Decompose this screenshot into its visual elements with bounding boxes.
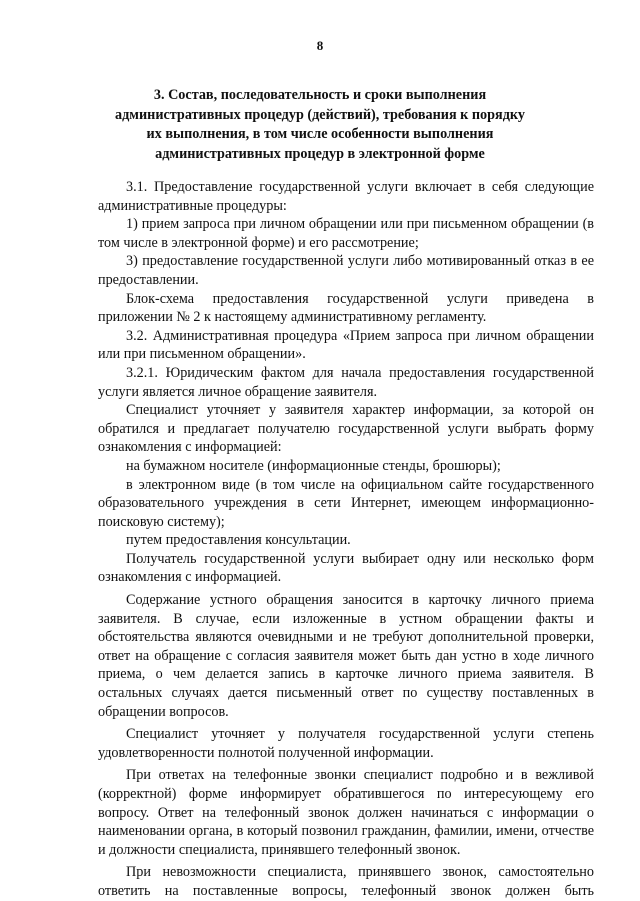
section-heading [100,86,540,164]
paragraph-specialist-clarifies: Специалист уточняет у заявителя характер информации, за которой он обратился и предлагает получателю государственной услуги выбрать форму ознакомления с информацией: [98,402,594,456]
paragraph-recipient-chooses: Получатель государственной услуги выбирает одну или несколько форм ознакомления с информацией. [98,550,594,586]
paragraph-3-1: 3.1. Предоставление государственной услуги включает в себя следующие административные процедуры: [98,179,594,214]
paragraph-3-2-1: 3.2.1. Юридическим фактом для начала предоставления государственной услуги является личное обращение заявителя. [98,364,594,400]
paragraph-consultation: путем предоставления консультации. [126,532,351,549]
section-heading-line: 3. Состав, последовательность и сроки выполнения [153,87,487,103]
paragraph-3-2: 3.2. Административная процедура «Прием запроса при личном обращении или при письменном обращении». [98,327,594,363]
section-heading-line: административных процедур в электронной форме [155,145,485,162]
paragraph-procedure-3: 3) предоставление государственной услуги либо мотивированный отказ в ее предоставлении. [98,253,594,288]
paragraph-satisfaction: Специалист уточняет у получателя государственной услуги степень удовлетворенности полнотой полученной информации. [98,726,594,761]
paragraph-phone-calls: При ответах на телефонные звонки специалист подробно и в вежливой (корректной) форме информирует обратившегося по интересующему его вопросу. Ответ на телефонный звонок должен начинаться с информации о наименовании органа, в который позвонил гражданин, фамилии, имени, отчестве и должности специалиста, принявшего телефонный звонок. [98,767,594,858]
paragraph-oral-request: Содержание устного обращения заносится в карточку личного приема заявителя. В случае, если изложенные в устном обращении факты и обстоятельства являются очевидными и не требуют дополнительной проверки, ответ на обращение с согласия заявителя может быть дан устно в ходе личного приема, о чем делается запись в карточке личного приема заявителя. В остальных случаях дается письменный ответ по существу поставленных в обращении вопросов. [98,592,594,720]
section-heading-line: их выполнения, в том числе особенности выполнения [146,126,494,143]
paragraph-procedure-1: 1) прием запроса при личном обращении или при письменном обращении (в том числе в электронной форме) и его рассмотрение; [98,216,594,251]
paragraph-paper-form: на бумажном носителе (информационные стенды, брошюры); [126,457,501,474]
section-heading-line: административных процедур (действий), требования к порядку [115,106,525,123]
paragraph-electronic-form: в электронном виде (в том числе на официальном сайте государственного образовательного учреждения в сети Интернет, имеющем информационно-поисковую систему); [98,476,594,530]
paragraph-flowchart: Блок-схема предоставления государственной услуги приведена в приложении № 2 к настоящему административному регламенту. [98,290,594,326]
body-text [98,178,594,901]
paragraph-unable-to-answer: При невозможности специалиста, принявшего звонок, самостоятельно ответить на поставленные вопросы, телефонный звонок должен быть [98,864,594,899]
page-number: 8 [316,38,324,53]
